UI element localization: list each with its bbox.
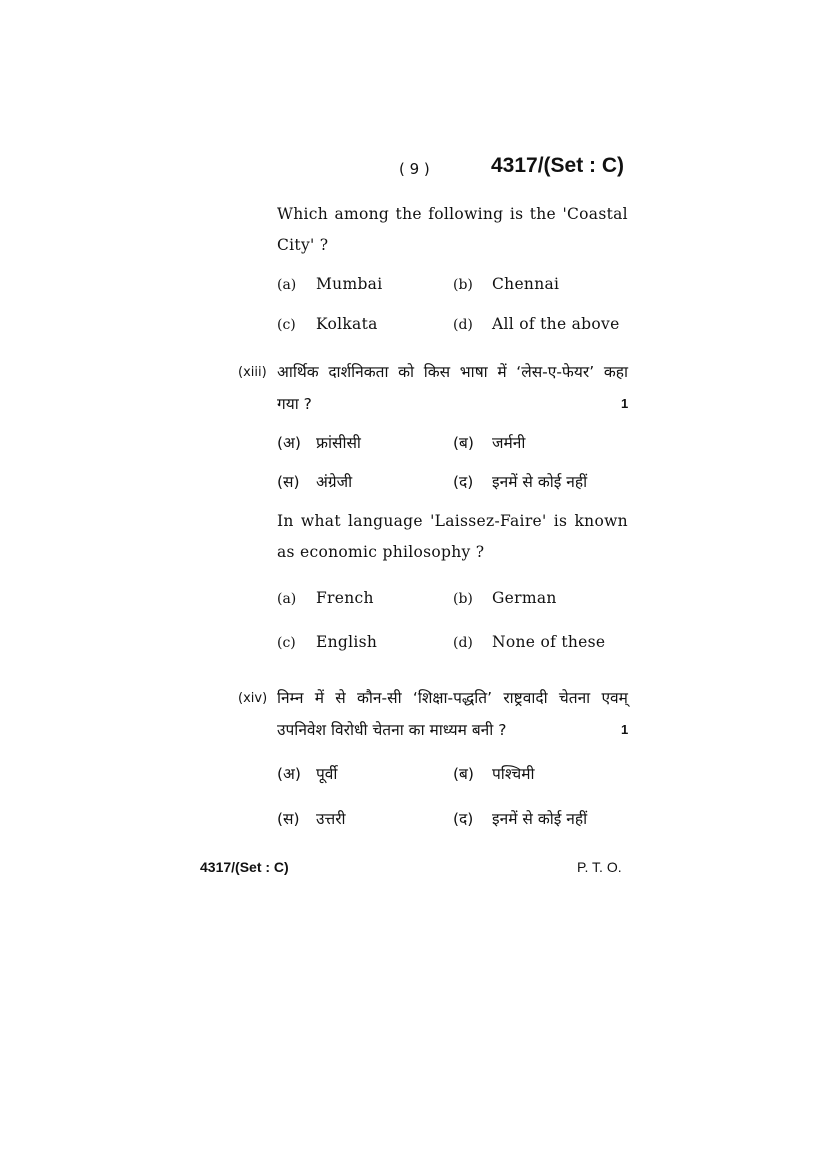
paper-code: 4317/(Set : C) bbox=[491, 154, 625, 177]
word: एवम् bbox=[601, 689, 628, 707]
option-label: (d) bbox=[453, 317, 473, 333]
option-text: Mumbai bbox=[316, 275, 383, 293]
option-label: (द) bbox=[453, 810, 474, 828]
word: भाषा bbox=[459, 363, 488, 381]
word: among bbox=[334, 205, 390, 223]
word: आर्थिक bbox=[277, 363, 319, 381]
word: में bbox=[497, 363, 507, 381]
word: what bbox=[300, 512, 341, 530]
word: राष्ट्रवादी bbox=[503, 689, 548, 707]
word: is bbox=[553, 512, 568, 530]
question-number: (xiv) bbox=[238, 691, 268, 706]
word: known bbox=[574, 512, 628, 530]
q14-hi-line1 bbox=[277, 686, 628, 708]
word: दार्शनिकता bbox=[328, 363, 389, 381]
option-text: उत्तरी bbox=[316, 810, 346, 828]
option-label: (c) bbox=[277, 317, 296, 333]
option-text: Kolkata bbox=[316, 315, 378, 333]
option-text: पूर्वी bbox=[316, 765, 338, 783]
option-text: पश्चिमी bbox=[492, 765, 535, 783]
marks: 1 bbox=[621, 722, 629, 737]
word: कहा bbox=[603, 363, 628, 381]
footer-paper-code: 4317/(Set : C) bbox=[200, 859, 289, 875]
q14-hi-line2: उपनिवेश विरोधी चेतना का माध्यम बनी ? bbox=[277, 721, 507, 739]
option-label: (स) bbox=[277, 810, 300, 828]
word: Which bbox=[277, 205, 329, 223]
word: किस bbox=[423, 363, 451, 381]
option-label: (c) bbox=[277, 635, 296, 651]
option-label: (स) bbox=[277, 473, 300, 491]
word: कौन-सी bbox=[357, 689, 402, 707]
option-text: जर्मनी bbox=[492, 434, 526, 452]
option-text: English bbox=[316, 633, 378, 651]
word: language bbox=[348, 512, 423, 530]
word: In bbox=[277, 512, 294, 530]
word: में bbox=[314, 689, 324, 707]
word: 'Laissez-Faire' bbox=[430, 512, 547, 530]
q12-en-line1 bbox=[277, 205, 628, 223]
word: the bbox=[529, 205, 557, 223]
option-label: (d) bbox=[453, 635, 473, 651]
word: से bbox=[335, 689, 346, 707]
footer-pto: P. T. O. bbox=[577, 859, 622, 875]
question-number: (xiii) bbox=[238, 365, 267, 380]
word: ‘लेस-ए-फेयर’ bbox=[516, 363, 595, 381]
option-text: None of these bbox=[492, 633, 606, 651]
option-text: अंग्रेजी bbox=[316, 473, 353, 491]
q13-en-line2: as economic philosophy ? bbox=[277, 543, 485, 561]
option-label: (a) bbox=[277, 591, 297, 607]
option-label: (द) bbox=[453, 473, 474, 491]
q13-hi-line1 bbox=[277, 360, 628, 382]
word: following bbox=[428, 205, 504, 223]
option-text: French bbox=[316, 589, 374, 607]
word: the bbox=[395, 205, 422, 223]
option-text: Chennai bbox=[492, 275, 560, 293]
option-label: (a) bbox=[277, 277, 297, 293]
option-text: इनमें से कोई नहीं bbox=[492, 810, 588, 828]
q13-hi-line2: गया ? bbox=[277, 395, 312, 413]
option-text: इनमें से कोई नहीं bbox=[492, 473, 588, 491]
word: चेतना bbox=[558, 689, 591, 707]
word: is bbox=[509, 205, 524, 223]
option-label: (b) bbox=[453, 277, 473, 293]
page-number: ( 9 ) bbox=[399, 160, 430, 178]
option-label: (अ) bbox=[277, 434, 301, 452]
marks: 1 bbox=[621, 396, 629, 411]
option-label: (ब) bbox=[453, 434, 474, 452]
option-label: (ब) bbox=[453, 765, 474, 783]
word: निम्न bbox=[277, 689, 304, 707]
option-text: फ्रांसीसी bbox=[316, 434, 361, 452]
option-label: (b) bbox=[453, 591, 473, 607]
option-label: (अ) bbox=[277, 765, 301, 783]
word: 'Coastal bbox=[562, 205, 628, 223]
option-text: All of the above bbox=[492, 315, 620, 333]
option-text: German bbox=[492, 589, 557, 607]
q13-en-line1 bbox=[277, 512, 628, 530]
word: ‘शिक्षा-पद्धति’ bbox=[412, 689, 493, 707]
q12-en-line2: City' ? bbox=[277, 236, 329, 254]
word: को bbox=[398, 363, 415, 381]
